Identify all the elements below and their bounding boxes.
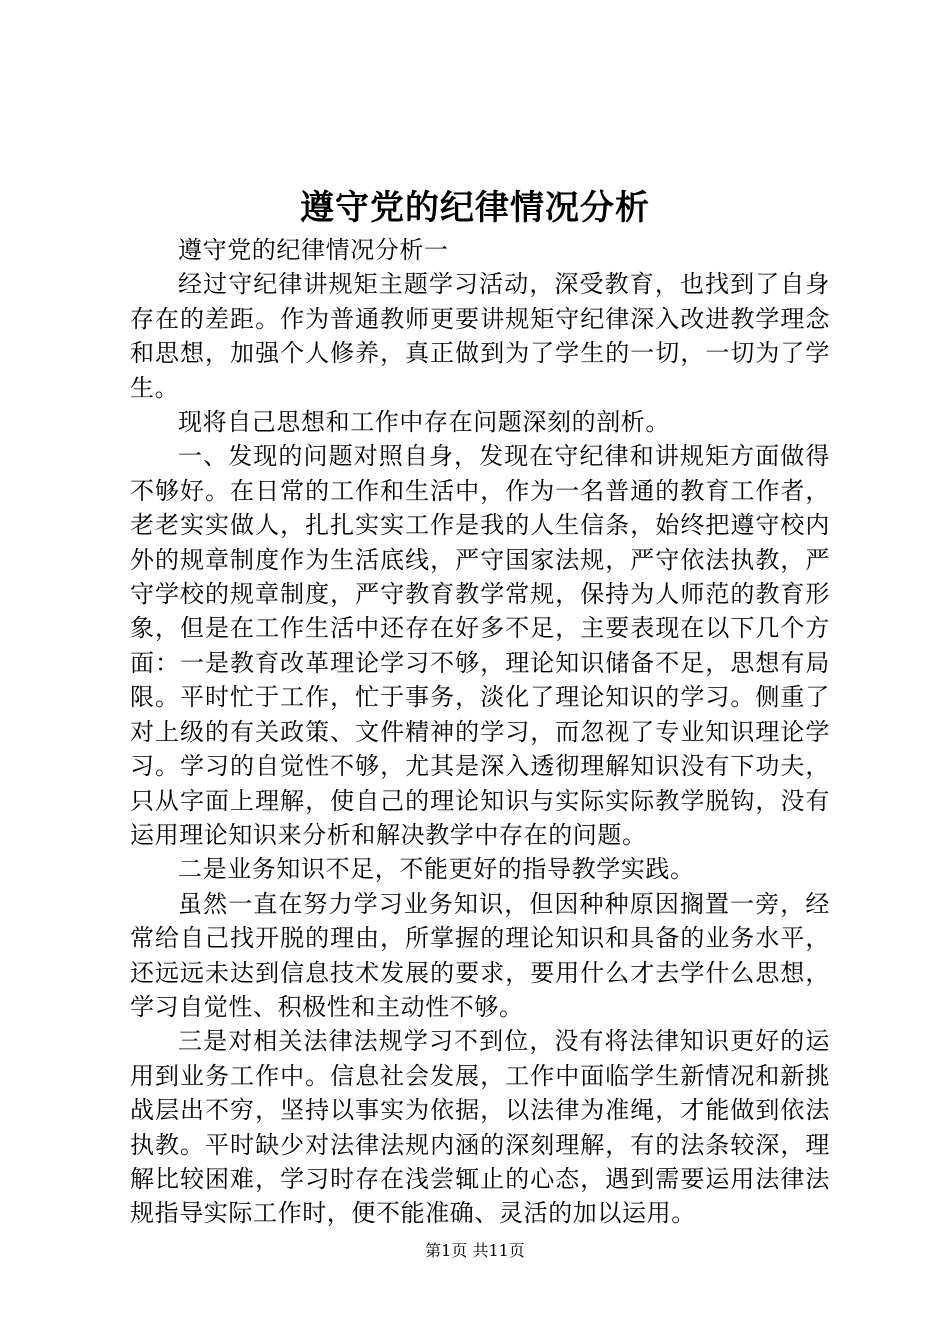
paragraph-problem-two-detail: 虽然一直在努力学习业务知识，但因种种原因搁置一旁，经常给自己找开脱的理由，所掌握的理论知识和具备的业务水平，还远远未达到信息技术发展的要求，要用什么才去学什么思想，学习自觉性、积极性和主动性不够。 [130,889,830,1021]
paragraph-problem-three: 三是对相关法律法规学习不到位，没有将法律知识更好的运用到业务工作中。信息社会发展，工作中面临学生新情况和新挑战层出不穷，坚持以事实为依据，以法律为准绳，才能做到依法执教。平时缺少对法律法规内涵的深刻理解，有的法条较深，理解比较困难，学习时存在浅尝辄止的心态，遇到需要运用法律法规指导实际工作时，便不能准确、灵活的加以运用。 [130,1027,830,1228]
paragraph-intro: 经过守纪律讲规矩主题学习活动，深受教育，也找到了自身存在的差距。作为普通教师更要讲规矩守纪律深入改进教学理念和思想，加强个人修养，真正做到为了学生的一切，一切为了学生。 [130,270,830,402]
document-title: 遵守党的纪律情况分析 [300,188,650,228]
paragraph-analysis-lead: 现将自己思想和工作中存在问题深刻的剖析。 [178,408,670,437]
document-body [130,233,830,1231]
paragraph-problem-one: 一、发现的问题对照自身，发现在守纪律和讲规矩方面做得不够好。在日常的工作和生活中，作为一名普通的教育工作者，老老实实做人，扎扎实实工作是我的人生信条，始终把遵守校内外的规章制度作为生活底线，严守国家法规，严守依法执教，严守学校的规章制度，严守教育教学常规，保持为人师范的教育形象，但是在工作生活中还存在好多不足，主要表现在以下几个方面：一是教育改革理论学习不够，理论知识储备不足，思想有局限。平时忙于工作，忙于事务，淡化了理论知识的学习。侧重了对上级的有关政策、文件精神的学习，而忽视了专业知识理论学习。学习的自觉性不够，尤其是深入透彻理解知识没有下功夫，只从字面上理解，使自己的理论知识与实际实际教学脱钩，没有运用理论知识来分析和解决教学中存在的问题。 [130,442,830,849]
paragraph-subtitle: 遵守党的纪律情况分析一 [178,236,449,264]
page-footer: 第1页 共11页 [425,1241,525,1260]
paragraph-problem-two: 二是业务知识不足，不能更好的指导教学实践。 [178,855,695,884]
